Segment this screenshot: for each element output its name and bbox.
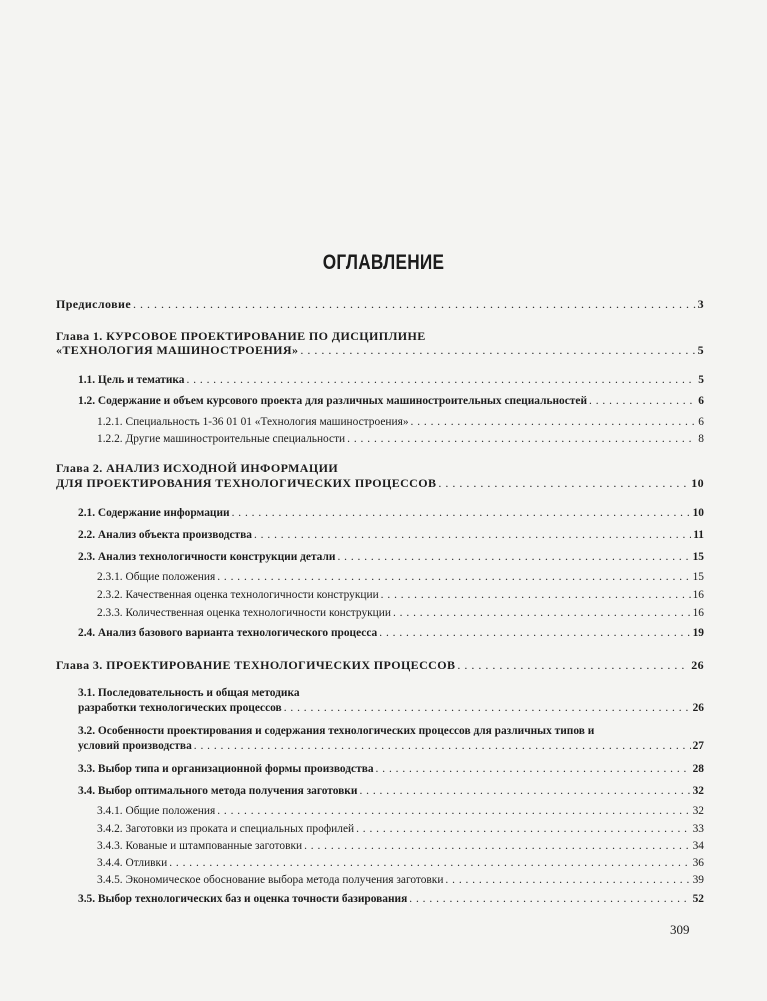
toc-entry-3-4-4[interactable]: [97, 856, 704, 870]
toc-entry-3-4[interactable]: [78, 784, 704, 798]
toc-entry-title-line1: Глава 1. КУРСОВОЕ ПРОЕКТИРОВАНИЕ ПО ДИСЦИПЛИНЕ: [56, 329, 426, 343]
dot-leader: [438, 476, 689, 490]
toc-entry-page: 6: [698, 416, 704, 428]
toc-entry-title: 2.1. Содержание информации: [78, 507, 230, 519]
dot-leader: [409, 892, 690, 906]
toc-entry-3-4-3[interactable]: [97, 839, 704, 853]
toc-entry-2-3[interactable]: [78, 550, 704, 564]
toc-entry-title-line1: 3.2. Особенности проектирования и содержания технологических процессов для различных типов и: [78, 725, 595, 737]
dot-leader: [217, 570, 690, 584]
toc-entry-title-line1: 3.1. Последовательность и общая методика: [78, 687, 300, 699]
toc-entry-page: 5: [697, 343, 704, 357]
toc-entry-title: Глава 3. ПРОЕКТИРОВАНИЕ ТЕХНОЛОГИЧЕСКИХ ПРОЦЕССОВ: [56, 658, 456, 672]
toc-entry-1-1[interactable]: [78, 373, 704, 387]
toc-entry-page: 15: [692, 551, 704, 563]
toc-entry-title: 1.2. Содержание и объем курсового проекта для различных машиностроительных специальностей: [78, 395, 588, 407]
dot-leader: [133, 297, 696, 311]
toc-entry-page: 16: [692, 589, 704, 601]
toc-entry-title: 2.3.2. Качественная оценка технологичности конструкции: [97, 589, 379, 601]
dot-leader: [232, 506, 691, 520]
toc-entry-1-2-2[interactable]: [97, 432, 704, 446]
toc-entry-title: 3.5. Выбор технологических баз и оценка точности базирования: [78, 893, 408, 905]
toc-entry-title: 3.4.4. Отливки: [97, 857, 168, 869]
dot-leader: [379, 626, 690, 640]
dot-leader: [337, 550, 690, 564]
dot-leader: [376, 762, 691, 776]
dot-leader: [194, 739, 691, 753]
toc-entry-2-3-1[interactable]: [97, 570, 704, 584]
dot-leader: [359, 784, 690, 798]
toc-entry-title: 2.3.1. Общие положения: [97, 571, 216, 583]
toc-entry-row: [56, 343, 704, 357]
toc-entry-preface[interactable]: [56, 297, 704, 311]
toc-entry-2-1[interactable]: [78, 506, 704, 520]
dot-leader: [589, 394, 696, 408]
toc-entry-title: 3.4. Выбор оптимального метода получения заготовки: [78, 785, 358, 797]
toc-entry-page: 8: [698, 433, 704, 445]
toc-entry-1-2[interactable]: [78, 394, 704, 408]
toc-entry-title: 1.1. Цель и тематика: [78, 374, 185, 386]
toc-entry-title: 2.4. Анализ базового варианта технологического процесса: [78, 627, 378, 639]
toc-entry-title: разработки технологических процессов: [78, 702, 282, 714]
toc-entry-title: 2.2. Анализ объекта производства: [78, 529, 252, 541]
dot-leader: [381, 588, 691, 602]
toc-entry-title: условий производства: [78, 740, 192, 752]
toc-entry-chapter-3[interactable]: [56, 658, 704, 672]
toc-entry-title: Предисловие: [56, 297, 132, 311]
toc-entry-page: 32: [692, 785, 704, 797]
toc-entry-title: 3.4.2. Заготовки из проката и специальных профилей: [97, 823, 355, 835]
dot-leader: [393, 606, 691, 620]
dot-leader: [300, 343, 695, 357]
page-number: 309: [670, 922, 690, 937]
dot-leader: [284, 701, 691, 715]
toc-entry-page: 27: [692, 740, 704, 752]
toc-entry-page: 52: [692, 893, 704, 905]
toc-entry-3-4-5[interactable]: [97, 873, 704, 887]
toc-entry-title: 2.3.3. Количественная оценка технологичности конструкции: [97, 607, 391, 619]
toc-entry-page: 10: [692, 507, 704, 519]
toc-entry-1-2-1[interactable]: [97, 415, 704, 429]
dot-leader: [347, 432, 696, 446]
toc-entry-title: 3.4.1. Общие положения: [97, 805, 216, 817]
toc-entry-page: 16: [692, 607, 704, 619]
toc-entry-row: [56, 476, 704, 490]
toc-entry-page: 26: [692, 702, 704, 714]
toc-entry-title: «ТЕХНОЛОГИЯ МАШИНОСТРОЕНИЯ»: [56, 343, 299, 357]
dot-leader: [356, 822, 691, 836]
page-title: ОГЛАВЛЕНИЕ: [322, 251, 445, 274]
toc-entry-3-5[interactable]: [78, 892, 704, 906]
toc-entry-2-3-2[interactable]: [97, 588, 704, 602]
toc-entry-row: [78, 701, 704, 715]
toc-entry-page: 11: [693, 529, 704, 541]
toc-entry-title: 3.3. Выбор типа и организационной формы производства: [78, 763, 374, 775]
toc-entry-page: 15: [692, 571, 704, 583]
toc-entry-page: 36: [692, 857, 704, 869]
toc-entry-title: 1.2.1. Специальность 1-36 01 01 «Технология машиностроения»: [97, 416, 409, 428]
toc-entry-page: 3: [697, 297, 704, 311]
dot-leader: [254, 528, 691, 542]
toc-entry-title-line1: Глава 2. АНАЛИЗ ИСХОДНОЙ ИНФОРМАЦИИ: [56, 461, 339, 475]
toc-entry-page: 5: [698, 374, 704, 386]
toc-entry-row: [78, 739, 704, 753]
toc-entry-page: 10: [691, 476, 704, 490]
dot-leader: [217, 804, 690, 818]
dot-leader: [457, 658, 689, 672]
toc-entry-page: 28: [692, 763, 704, 775]
toc-entry-2-4[interactable]: [78, 626, 704, 640]
toc-entry-page: 34: [692, 840, 704, 852]
toc-entry-3-4-2[interactable]: [97, 822, 704, 836]
toc-entry-3-3[interactable]: [78, 762, 704, 776]
toc-entry-2-3-3[interactable]: [97, 606, 704, 620]
toc-entry-page: 19: [692, 627, 704, 639]
dot-leader: [187, 373, 697, 387]
toc-entry-2-2[interactable]: [78, 528, 704, 542]
toc-entry-title: 3.4.5. Экономическое обоснование выбора метода получения заготовки: [97, 874, 444, 886]
dot-leader: [411, 415, 697, 429]
toc-entry-page: 26: [691, 658, 704, 672]
dot-leader: [304, 839, 691, 853]
toc-entry-title: 1.2.2. Другие машиностроительные специальности: [97, 433, 346, 445]
toc-entry-page: 6: [698, 395, 704, 407]
toc-entry-3-4-1[interactable]: [97, 804, 704, 818]
toc-entry-page: 39: [692, 874, 704, 886]
toc-entry-page: 33: [692, 823, 704, 835]
dot-leader: [445, 873, 690, 887]
dot-leader: [169, 856, 690, 870]
toc-entry-page: 32: [692, 805, 704, 817]
toc-entry-title: ДЛЯ ПРОЕКТИРОВАНИЯ ТЕХНОЛОГИЧЕСКИХ ПРОЦЕССОВ: [56, 476, 437, 490]
toc-entry-title: 3.4.3. Кованые и штампованные заготовки: [97, 840, 303, 852]
toc-entry-title: 2.3. Анализ технологичности конструкции детали: [78, 551, 336, 563]
